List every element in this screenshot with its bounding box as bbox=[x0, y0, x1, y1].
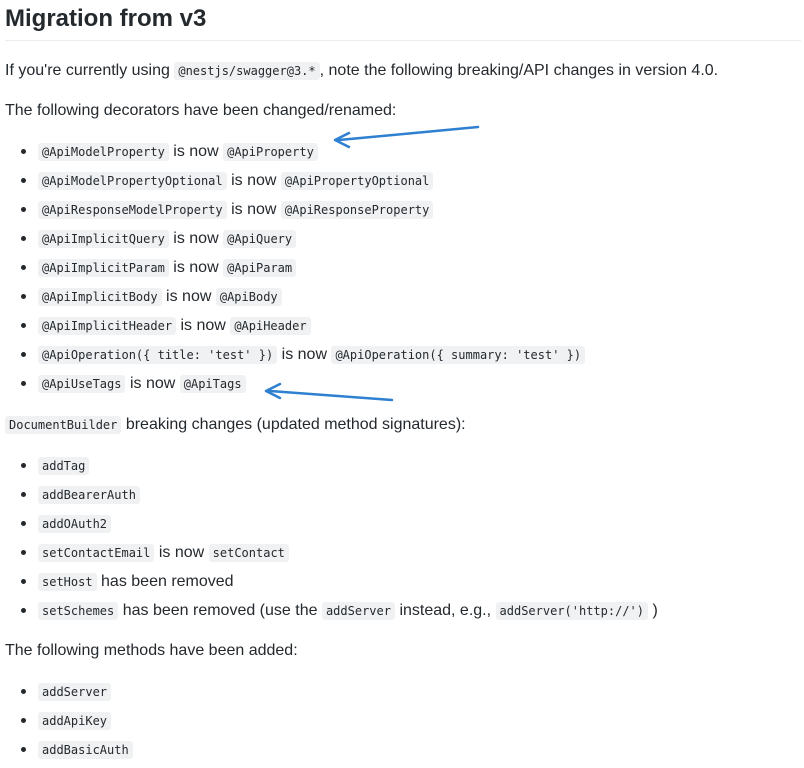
bullet-icon bbox=[21, 579, 26, 584]
new-decorator: @ApiResponseProperty bbox=[281, 201, 434, 219]
bullet-icon bbox=[21, 747, 26, 752]
bullet-icon bbox=[21, 550, 26, 555]
decorators-list bbox=[5, 141, 585, 402]
list-item bbox=[5, 344, 585, 373]
old-decorator: @ApiModelProperty bbox=[38, 143, 169, 161]
added-list bbox=[5, 681, 133, 768]
list-item bbox=[5, 484, 658, 513]
list-item bbox=[5, 315, 585, 344]
bullet-icon bbox=[21, 149, 26, 154]
method-code: setContactEmail bbox=[38, 544, 154, 562]
description-text: is now bbox=[158, 544, 205, 561]
description-text: ) bbox=[652, 602, 658, 619]
old-decorator: @ApiResponseModelProperty bbox=[38, 201, 227, 219]
builder-intro-code: DocumentBuilder bbox=[5, 416, 121, 434]
bullet-icon bbox=[21, 689, 26, 694]
method-code: addBearerAuth bbox=[38, 486, 140, 504]
added-intro: The following methods have been added: bbox=[5, 642, 298, 659]
description-text: has been removed bbox=[101, 573, 234, 590]
list-item bbox=[5, 513, 658, 542]
page-title: Migration from v3 bbox=[5, 0, 801, 41]
list-item bbox=[5, 681, 133, 710]
old-decorator: @ApiImplicitParam bbox=[38, 259, 169, 277]
old-decorator: @ApiImplicitQuery bbox=[38, 230, 169, 248]
old-decorator: @ApiImplicitHeader bbox=[38, 317, 176, 335]
builder-list bbox=[5, 455, 658, 629]
list-item bbox=[5, 739, 133, 768]
method-code: addTag bbox=[38, 457, 89, 475]
document bbox=[5, 0, 801, 757]
old-decorator: @ApiModelPropertyOptional bbox=[38, 172, 227, 190]
new-decorator: @ApiOperation({ summary: 'test' }) bbox=[331, 346, 585, 364]
list-item bbox=[5, 542, 658, 571]
intro-code: @nestjs/swagger@3.* bbox=[174, 62, 319, 80]
method-code: addServer bbox=[322, 602, 395, 620]
list-item bbox=[5, 199, 585, 228]
method-code: setContact bbox=[209, 544, 289, 562]
connector-text: is now bbox=[166, 288, 212, 305]
bullet-icon bbox=[21, 463, 26, 468]
connector-text: is now bbox=[129, 375, 176, 392]
bullet-icon bbox=[21, 352, 26, 357]
bullet-icon bbox=[21, 381, 26, 386]
new-decorator: @ApiProperty bbox=[223, 143, 318, 161]
method-code: setHost bbox=[38, 573, 97, 591]
list-item bbox=[5, 455, 658, 484]
description-text: has been removed (use the bbox=[122, 602, 318, 619]
list-item bbox=[5, 710, 133, 739]
list-item bbox=[5, 286, 585, 315]
builder-intro-text: breaking changes (updated method signatures): bbox=[125, 416, 466, 433]
list-item bbox=[5, 228, 585, 257]
method-code: addOAuth2 bbox=[38, 515, 111, 533]
bullet-icon bbox=[21, 608, 26, 613]
bullet-icon bbox=[21, 521, 26, 526]
list-item bbox=[5, 571, 658, 600]
new-decorator: @ApiHeader bbox=[230, 317, 310, 335]
bullet-icon bbox=[21, 492, 26, 497]
list-item bbox=[5, 373, 585, 402]
connector-text: is now bbox=[281, 346, 327, 363]
connector-text: is now bbox=[180, 317, 226, 334]
list-item bbox=[5, 600, 658, 629]
list-item bbox=[5, 170, 585, 199]
new-decorator: @ApiQuery bbox=[223, 230, 296, 248]
old-decorator: @ApiImplicitBody bbox=[38, 288, 162, 306]
list-item bbox=[5, 257, 585, 286]
method-code: addApiKey bbox=[38, 712, 111, 730]
new-decorator: @ApiParam bbox=[223, 259, 296, 277]
intro-suffix: , note the following breaking/API changes in version 4.0. bbox=[319, 62, 719, 79]
bullet-icon bbox=[21, 207, 26, 212]
bullet-icon bbox=[21, 178, 26, 183]
decorators-intro: The following decorators have been changed/renamed: bbox=[5, 102, 397, 119]
bullet-icon bbox=[21, 265, 26, 270]
old-decorator: @ApiOperation({ title: 'test' }) bbox=[38, 346, 277, 364]
bullet-icon bbox=[21, 294, 26, 299]
method-code: setSchemes bbox=[38, 602, 118, 620]
method-code: addServer bbox=[38, 683, 111, 701]
bullet-icon bbox=[21, 718, 26, 723]
intro-paragraph bbox=[5, 60, 718, 82]
connector-text: is now bbox=[173, 143, 219, 160]
bullet-icon bbox=[21, 323, 26, 328]
connector-text: is now bbox=[231, 172, 277, 189]
new-decorator: @ApiBody bbox=[216, 288, 282, 306]
description-text: instead, e.g., bbox=[399, 602, 492, 619]
connector-text: is now bbox=[173, 259, 219, 276]
method-code: addBasicAuth bbox=[38, 741, 133, 759]
new-decorator: @ApiPropertyOptional bbox=[281, 172, 434, 190]
intro-prefix: If you're currently using bbox=[5, 62, 170, 79]
method-code: addServer('http://') bbox=[496, 602, 649, 620]
connector-text: is now bbox=[173, 230, 219, 247]
connector-text: is now bbox=[231, 201, 277, 218]
new-decorator: @ApiTags bbox=[180, 375, 246, 393]
list-item bbox=[5, 141, 585, 170]
old-decorator: @ApiUseTags bbox=[38, 375, 125, 393]
builder-intro bbox=[5, 414, 466, 436]
bullet-icon bbox=[21, 236, 26, 241]
